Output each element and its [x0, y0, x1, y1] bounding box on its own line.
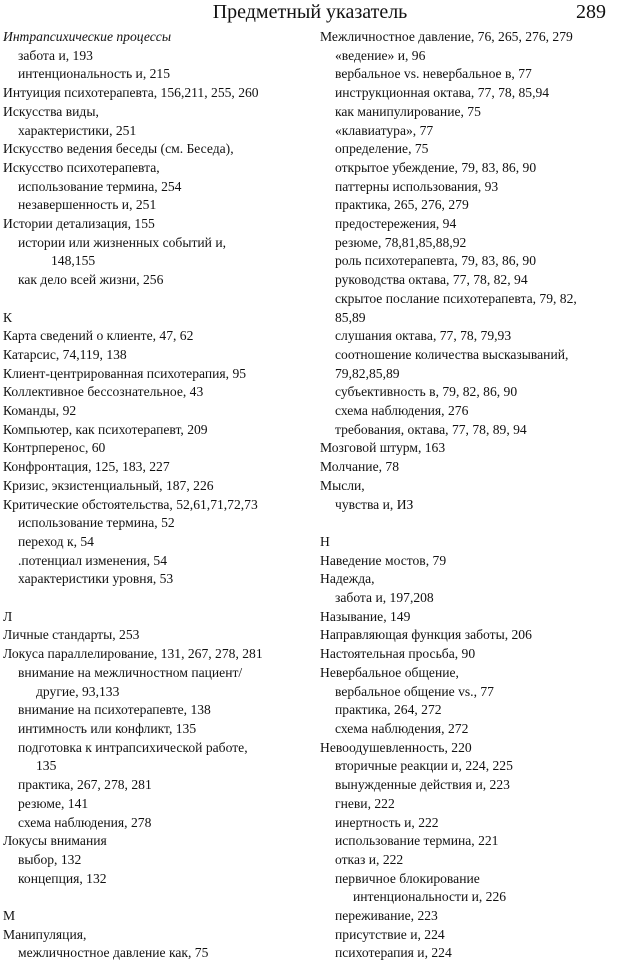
index-entry: Искусство ведения беседы (см. Беседа), [3, 141, 234, 157]
index-entry: Контрперенос, 60 [3, 440, 106, 456]
index-subentry: паттерны использования, 93 [335, 178, 499, 194]
index-subentry: резюме, 78,81,85,88,92 [335, 234, 467, 250]
index-subentry: выбор, 132 [18, 851, 82, 867]
index-entry: Локуса параллелирование, 131, 267, 278, 281 [3, 646, 263, 662]
index-subentry: руководства октава, 77, 78, 82, 94 [335, 272, 528, 288]
index-subentry: интенциональность и, 215 [18, 66, 171, 82]
index-subentry: вербальное vs. невербальное в, 77 [335, 66, 532, 82]
index-subentry: истории или жизненных событий и, [18, 234, 227, 250]
index-entry: Невербальное общение, [320, 664, 459, 680]
index-subentry: интимность или конфликт, 135 [18, 720, 197, 736]
index-entry: Катарсис, 74,119, 138 [3, 346, 127, 362]
index-subentry: вторичные реакции и, 224, 225 [335, 758, 513, 774]
index-entry: М [3, 908, 16, 923]
index-subentry: характеристики уровня, 53 [18, 571, 174, 587]
index-subentry: схема наблюдения, 272 [335, 721, 469, 736]
index-entry: Коллективное бессознательное, 43 [3, 384, 204, 400]
index-column-right [320, 28, 616, 963]
index-subentry: инертность и, 222 [335, 814, 439, 830]
index-subentry: 79,82,85,89 [335, 365, 400, 381]
index-entry: Истории детализация, 155 [3, 216, 155, 232]
index-spacer [320, 514, 616, 533]
index-subentry: практика, 267, 278, 281 [18, 777, 152, 793]
index-entry: Межличностное давление, 76, 265, 276, 279 [320, 29, 573, 44]
index-entry: Невоодушевленность, 220 [320, 739, 472, 755]
index-subentry: как манипулирование, 75 [335, 103, 481, 119]
index-subentry: забота и, 193 [18, 47, 93, 63]
index-subentry: требования, октава, 77, 78, 89, 94 [335, 421, 527, 437]
index-spacer [3, 290, 308, 309]
index-subentry: другие, 93,133 [36, 683, 120, 699]
index-subentry: «ведение» и, 96 [335, 47, 426, 63]
index-entry: Интуиция психотерапевта, 156,211, 255, 260 [3, 85, 259, 101]
index-entry: Конфронтация, 125, 183, 227 [3, 459, 170, 475]
index-entry: Компьютер, как психотерапевт, 209 [3, 421, 208, 437]
index-entry: Критические обстоятельства, 52,61,71,72,73 [3, 496, 258, 512]
index-subentry: инструкционная октава, 77, 78, 85,94 [335, 85, 550, 101]
index-entry: Клиент-центрированная психотерапия, 95 [3, 365, 247, 381]
index-subentry: слушания октава, 77, 78, 79,93 [335, 328, 512, 344]
index-subentry: определение, 75 [335, 141, 429, 157]
index-entry: Л [3, 608, 13, 624]
index-entry: Карта сведений о клиенте, 47, 62 [3, 328, 194, 344]
index-entry: Кризис, экзистенциальный, 187, 226 [3, 477, 214, 493]
index-entry: Команды, 92 [3, 403, 77, 419]
page-number: 289 [576, 1, 606, 23]
index-subentry: характеристики, 251 [18, 122, 137, 138]
index-entry: Н [320, 533, 330, 549]
index-subentry: схема наблюдения, 278 [18, 814, 152, 830]
index-subentry: .потенциал изменения, 54 [18, 552, 168, 568]
index-subentry: использование термина, 221 [335, 833, 499, 849]
index-subentry: забота и, 197,208 [335, 590, 434, 606]
index-spacer [3, 888, 308, 907]
index-subentry: внимание на психотерапевте, 138 [18, 702, 211, 718]
index-entry: Личные стандарты, 253 [3, 627, 140, 643]
index-entry: Искусство психотерапевта, [3, 159, 160, 175]
index-subentry: 85,89 [335, 309, 366, 325]
index-entry: Мысли, [320, 477, 365, 493]
index-entry: Настоятельная просьба, 90 [320, 646, 476, 662]
index-subentry: 148,155 [51, 253, 96, 269]
index-column-left [3, 28, 308, 963]
index-subentry: использование термина, 52 [18, 515, 175, 531]
index-subentry: переживание, 223 [335, 908, 438, 924]
index-entry: Локусы внимания [3, 833, 107, 849]
index-subentry: резюме, 141 [18, 795, 89, 811]
index-subentry: субъективность в, 79, 82, 86, 90 [335, 384, 518, 400]
index-subentry: гневи, 222 [335, 795, 395, 811]
index-subentry: чувства и, ИЗ [335, 496, 414, 512]
index-subentry: схема наблюдения, 276 [335, 403, 469, 419]
index-subentry: «клавиатура», 77 [335, 122, 434, 138]
index-subentry: скрытое послание психотерапевта, 79, 82, [335, 290, 577, 306]
index-subentry: подготовка к интрапсихической работе, [18, 739, 248, 755]
index-entry: Молчание, 78 [320, 459, 399, 475]
index-subentry: концепция, 132 [18, 870, 107, 886]
index-subentry: внимание на межличностном пациент/ [18, 664, 243, 680]
index-subentry: как дело всей жизни, 256 [18, 272, 164, 288]
index-subentry: отказ и, 222 [335, 851, 404, 867]
index-subentry: 135 [36, 758, 57, 774]
index-subentry: предостережения, 94 [335, 216, 457, 232]
index-spacer [3, 589, 308, 608]
index-subentry: соотношение количества высказываний, [335, 346, 569, 362]
index-entry: Называние, 149 [320, 608, 411, 624]
index-subentry: вербальное общение vs., 77 [335, 683, 494, 699]
index-subentry: практика, 265, 276, 279 [335, 197, 469, 213]
index-subentry: практика, 264, 272 [335, 702, 442, 718]
index-subentry: открытое убеждение, 79, 83, 86, 90 [335, 159, 537, 175]
index-subentry: интенциональности и, 226 [353, 889, 507, 905]
index-entry: Манипуляция, [3, 926, 87, 942]
index-entry: К [3, 309, 13, 325]
index-subentry: вынужденные действия и, 223 [335, 777, 510, 793]
index-entry: Мозговой штурм, 163 [320, 440, 446, 456]
index-subentry: незавершенность и, 251 [18, 197, 157, 213]
index-subentry: присутствие и, 224 [335, 926, 445, 942]
index-subentry: психотерапия и, 224 [335, 945, 452, 961]
index-subentry: роль психотерапевта, 79, 83, 86, 90 [335, 253, 536, 269]
page-header-title: Предметный указатель [212, 1, 408, 23]
index-entry: Наведение мостов, 79 [320, 552, 447, 568]
index-entry: Интрапсихические процессы [3, 29, 172, 44]
index-entry: Надежда, [320, 571, 375, 587]
index-entry: Искусства виды, [3, 103, 99, 119]
index-entry: Направляющая функция заботы, 206 [320, 627, 532, 643]
index-subentry: первичное блокирование [335, 870, 480, 886]
index-subentry: переход к, 54 [18, 533, 94, 549]
index-subentry: межличностное давление как, 75 [18, 945, 209, 961]
index-subentry: использование термина, 254 [18, 178, 182, 194]
